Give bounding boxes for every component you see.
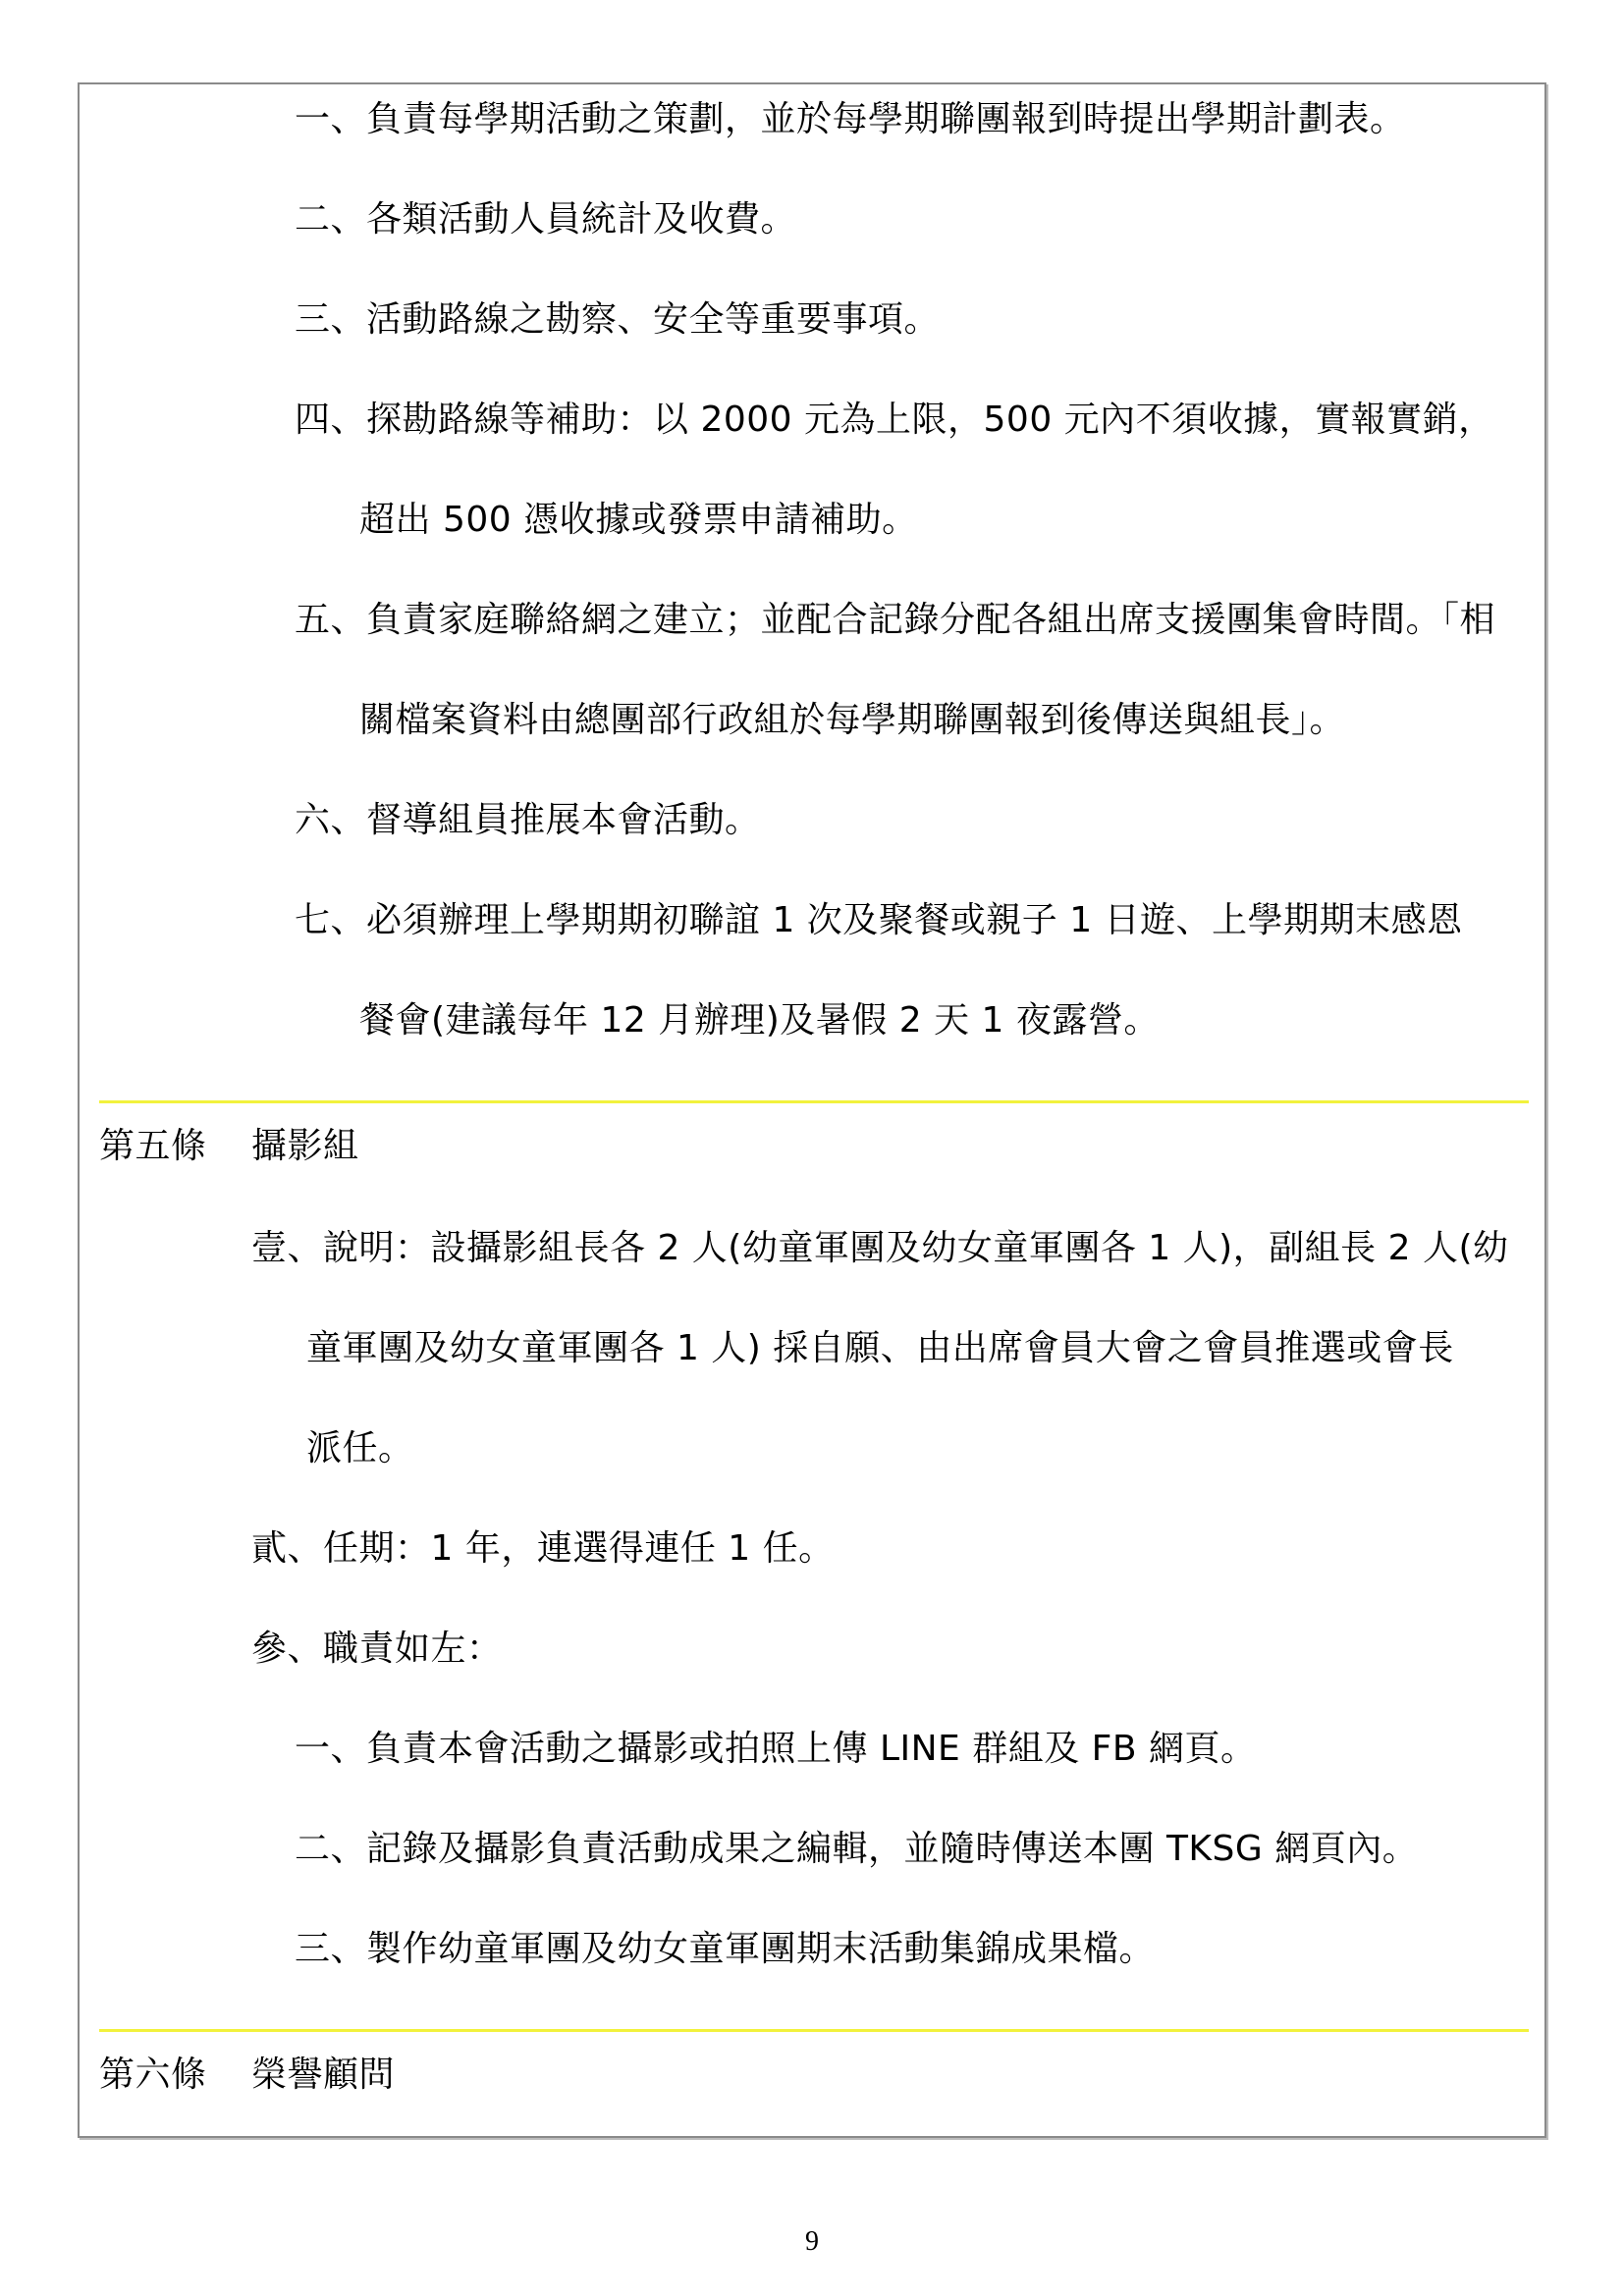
article5-term: 貳、任期：1 年，連選得連任 1 任。	[251, 1528, 835, 1569]
article5-title: 攝影組	[251, 1126, 359, 1166]
section-divider	[99, 1100, 1529, 1103]
duty-item-2: 二、各類活動人員統計及收費。	[295, 199, 797, 240]
article6-number: 第六條	[99, 2055, 207, 2095]
article5-duty-2: 二、記錄及攝影負責活動成果之編輯，並隨時傳送本團 TKSG 網頁內。	[295, 1829, 1419, 1869]
article6-title: 榮譽顧問	[251, 2055, 396, 2095]
article5-duty-3: 三、製作幼童軍團及幼女童軍團期末活動集錦成果檔。	[295, 1929, 1156, 1969]
duty-item-7: 七、必須辦理上學期期初聯誼 1 次及聚餐或親子 1 日遊、上學期期末感恩	[295, 900, 1463, 940]
duty-item-5-cont: 關檔案資料由總團部行政組於每學期聯團報到後傳送與組長」。	[359, 700, 1346, 740]
duty-item-1: 一、負責每學期活動之策劃，並於每學期聯團報到時提出學期計劃表。	[295, 99, 1406, 139]
duty-item-4: 四、探勘路線等補助：以 2000 元為上限，500 元內不須收據，實報實銷，	[295, 400, 1494, 440]
duty-item-3: 三、活動路線之勘察、安全等重要事項。	[295, 299, 941, 340]
duty-item-4-cont: 超出 500 憑收據或發票申請補助。	[359, 500, 918, 540]
article5-description: 壹、說明：設攝影組長各 2 人(幼童軍團及幼女童軍團各 1 人)，副組長 2 人(幼	[251, 1228, 1509, 1268]
article5-description-cont: 童軍團及幼女童軍團各 1 人) 採自願、由出席會員大會之會員推選或會長	[306, 1328, 1454, 1368]
article5-description-cont2: 派任。	[306, 1428, 414, 1468]
article5-duties-heading: 參、職責如左：	[251, 1629, 503, 1669]
section-divider	[99, 2029, 1529, 2032]
page-number: 9	[805, 2226, 819, 2257]
duty-item-7-cont: 餐會(建議每年 12 月辦理)及暑假 2 天 1 夜露營。	[359, 1000, 1160, 1041]
article5-duty-1: 一、負責本會活動之攝影或拍照上傳 LINE 群組及 FB 網頁。	[295, 1729, 1257, 1769]
article5-number: 第五條	[99, 1126, 207, 1166]
duty-item-5: 五、負責家庭聯絡網之建立；並配合記錄分配各組出席支援團集會時間。「相	[295, 600, 1496, 640]
duty-item-6: 六、督導組員推展本會活動。	[295, 800, 761, 840]
